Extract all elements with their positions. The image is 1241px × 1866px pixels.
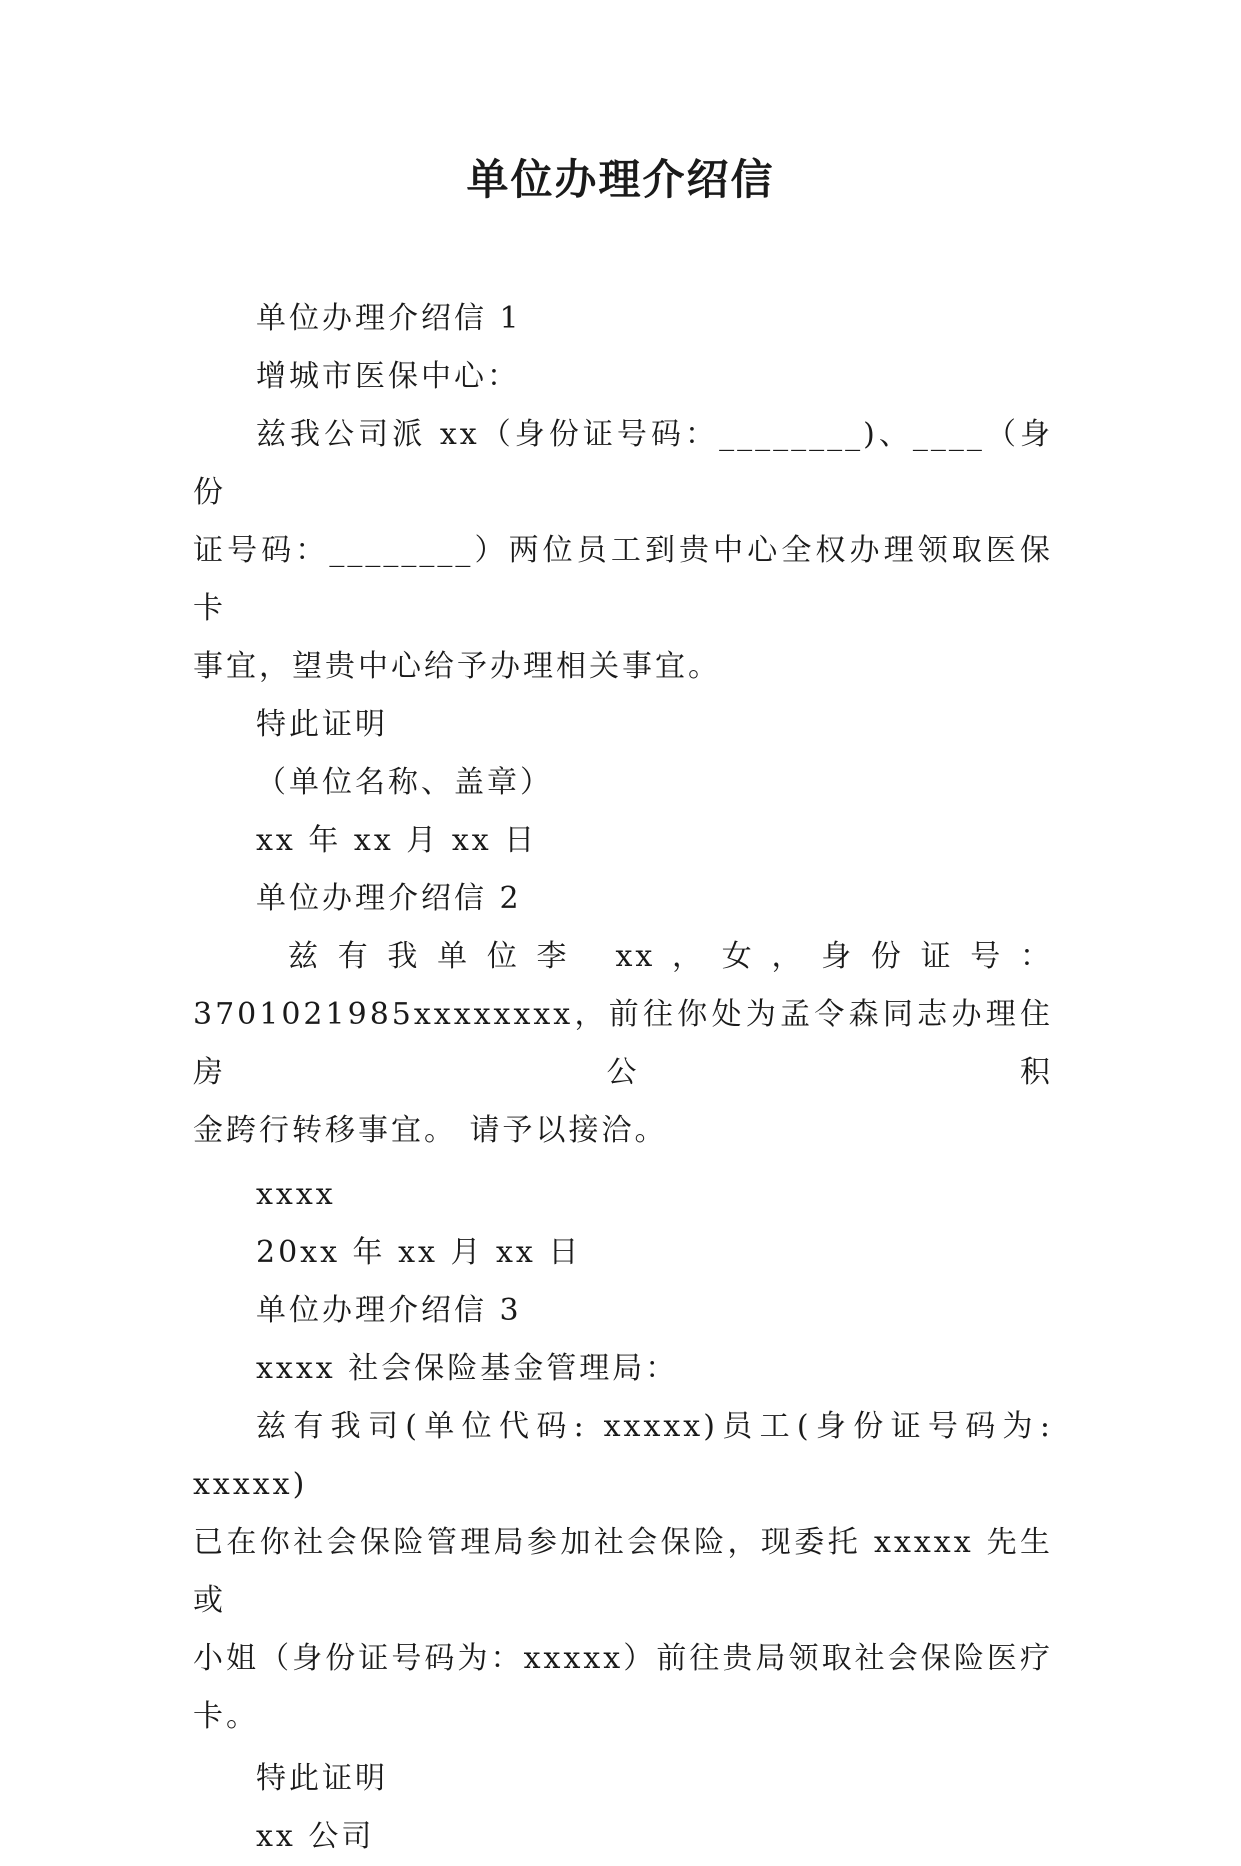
letter2-date: 20xx 年 xx 月 xx 日 xyxy=(256,1235,582,1270)
letter2-signature: xxxx xyxy=(256,1177,336,1212)
document-title: 单位办理介绍信 xyxy=(466,155,775,204)
letter3-closing: 特此证明 xyxy=(256,1761,388,1796)
letter3-signature: xx 公司 xyxy=(256,1819,375,1854)
letter1-body-line3: 事宜，望贵中心给予办理相关事宜。 xyxy=(193,649,721,684)
document-body xyxy=(193,290,1053,1866)
letter3-body-line4: 卡。 xyxy=(193,1699,259,1734)
letter2-body-line3: 金跨行转移事宜。 请予以接洽。 xyxy=(193,1113,668,1148)
letter1-recipient: 增城市医保中心： xyxy=(256,359,520,394)
letter1-closing: 特此证明 xyxy=(256,707,388,742)
letter1-date: xx 年 xx 月 xx 日 xyxy=(256,823,538,858)
letter1-body-line1: 兹我公司派 xx（身份证号码：________)、____（身份 xyxy=(193,417,1053,510)
letter3-body-line2: 已在你社会保险管理局参加社会保险，现委托 xxxxx 先生或 xyxy=(193,1525,1053,1618)
letter2-heading: 单位办理介绍信 2 xyxy=(256,881,522,916)
letter3-body-line1: 兹有我司(单位代码: xxxxx)员工(身份证号码为: xxxxx) xyxy=(193,1409,1053,1502)
letter3-recipient: xxxx 社会保险基金管理局： xyxy=(256,1351,679,1386)
letter2-body-line2: 3701021985xxxxxxxx，前往你处为孟令森同志办理住房公积 xyxy=(193,997,1053,1090)
letter3-heading: 单位办理介绍信 3 xyxy=(256,1293,522,1328)
letter1-heading: 单位办理介绍信 1 xyxy=(256,301,522,336)
letter2-body-line1: 兹有我单位李 xx，女，身份证号： xyxy=(288,939,1053,974)
letter1-body-line2: 证号码：________）两位员工到贵中心全权办理领取医保卡 xyxy=(193,533,1053,626)
letter1-signature: （单位名称、盖章） xyxy=(256,765,553,800)
letter3-body-line3: 小姐（身份证号码为：xxxxx）前往贵局领取社会保险医疗 xyxy=(193,1641,1053,1676)
